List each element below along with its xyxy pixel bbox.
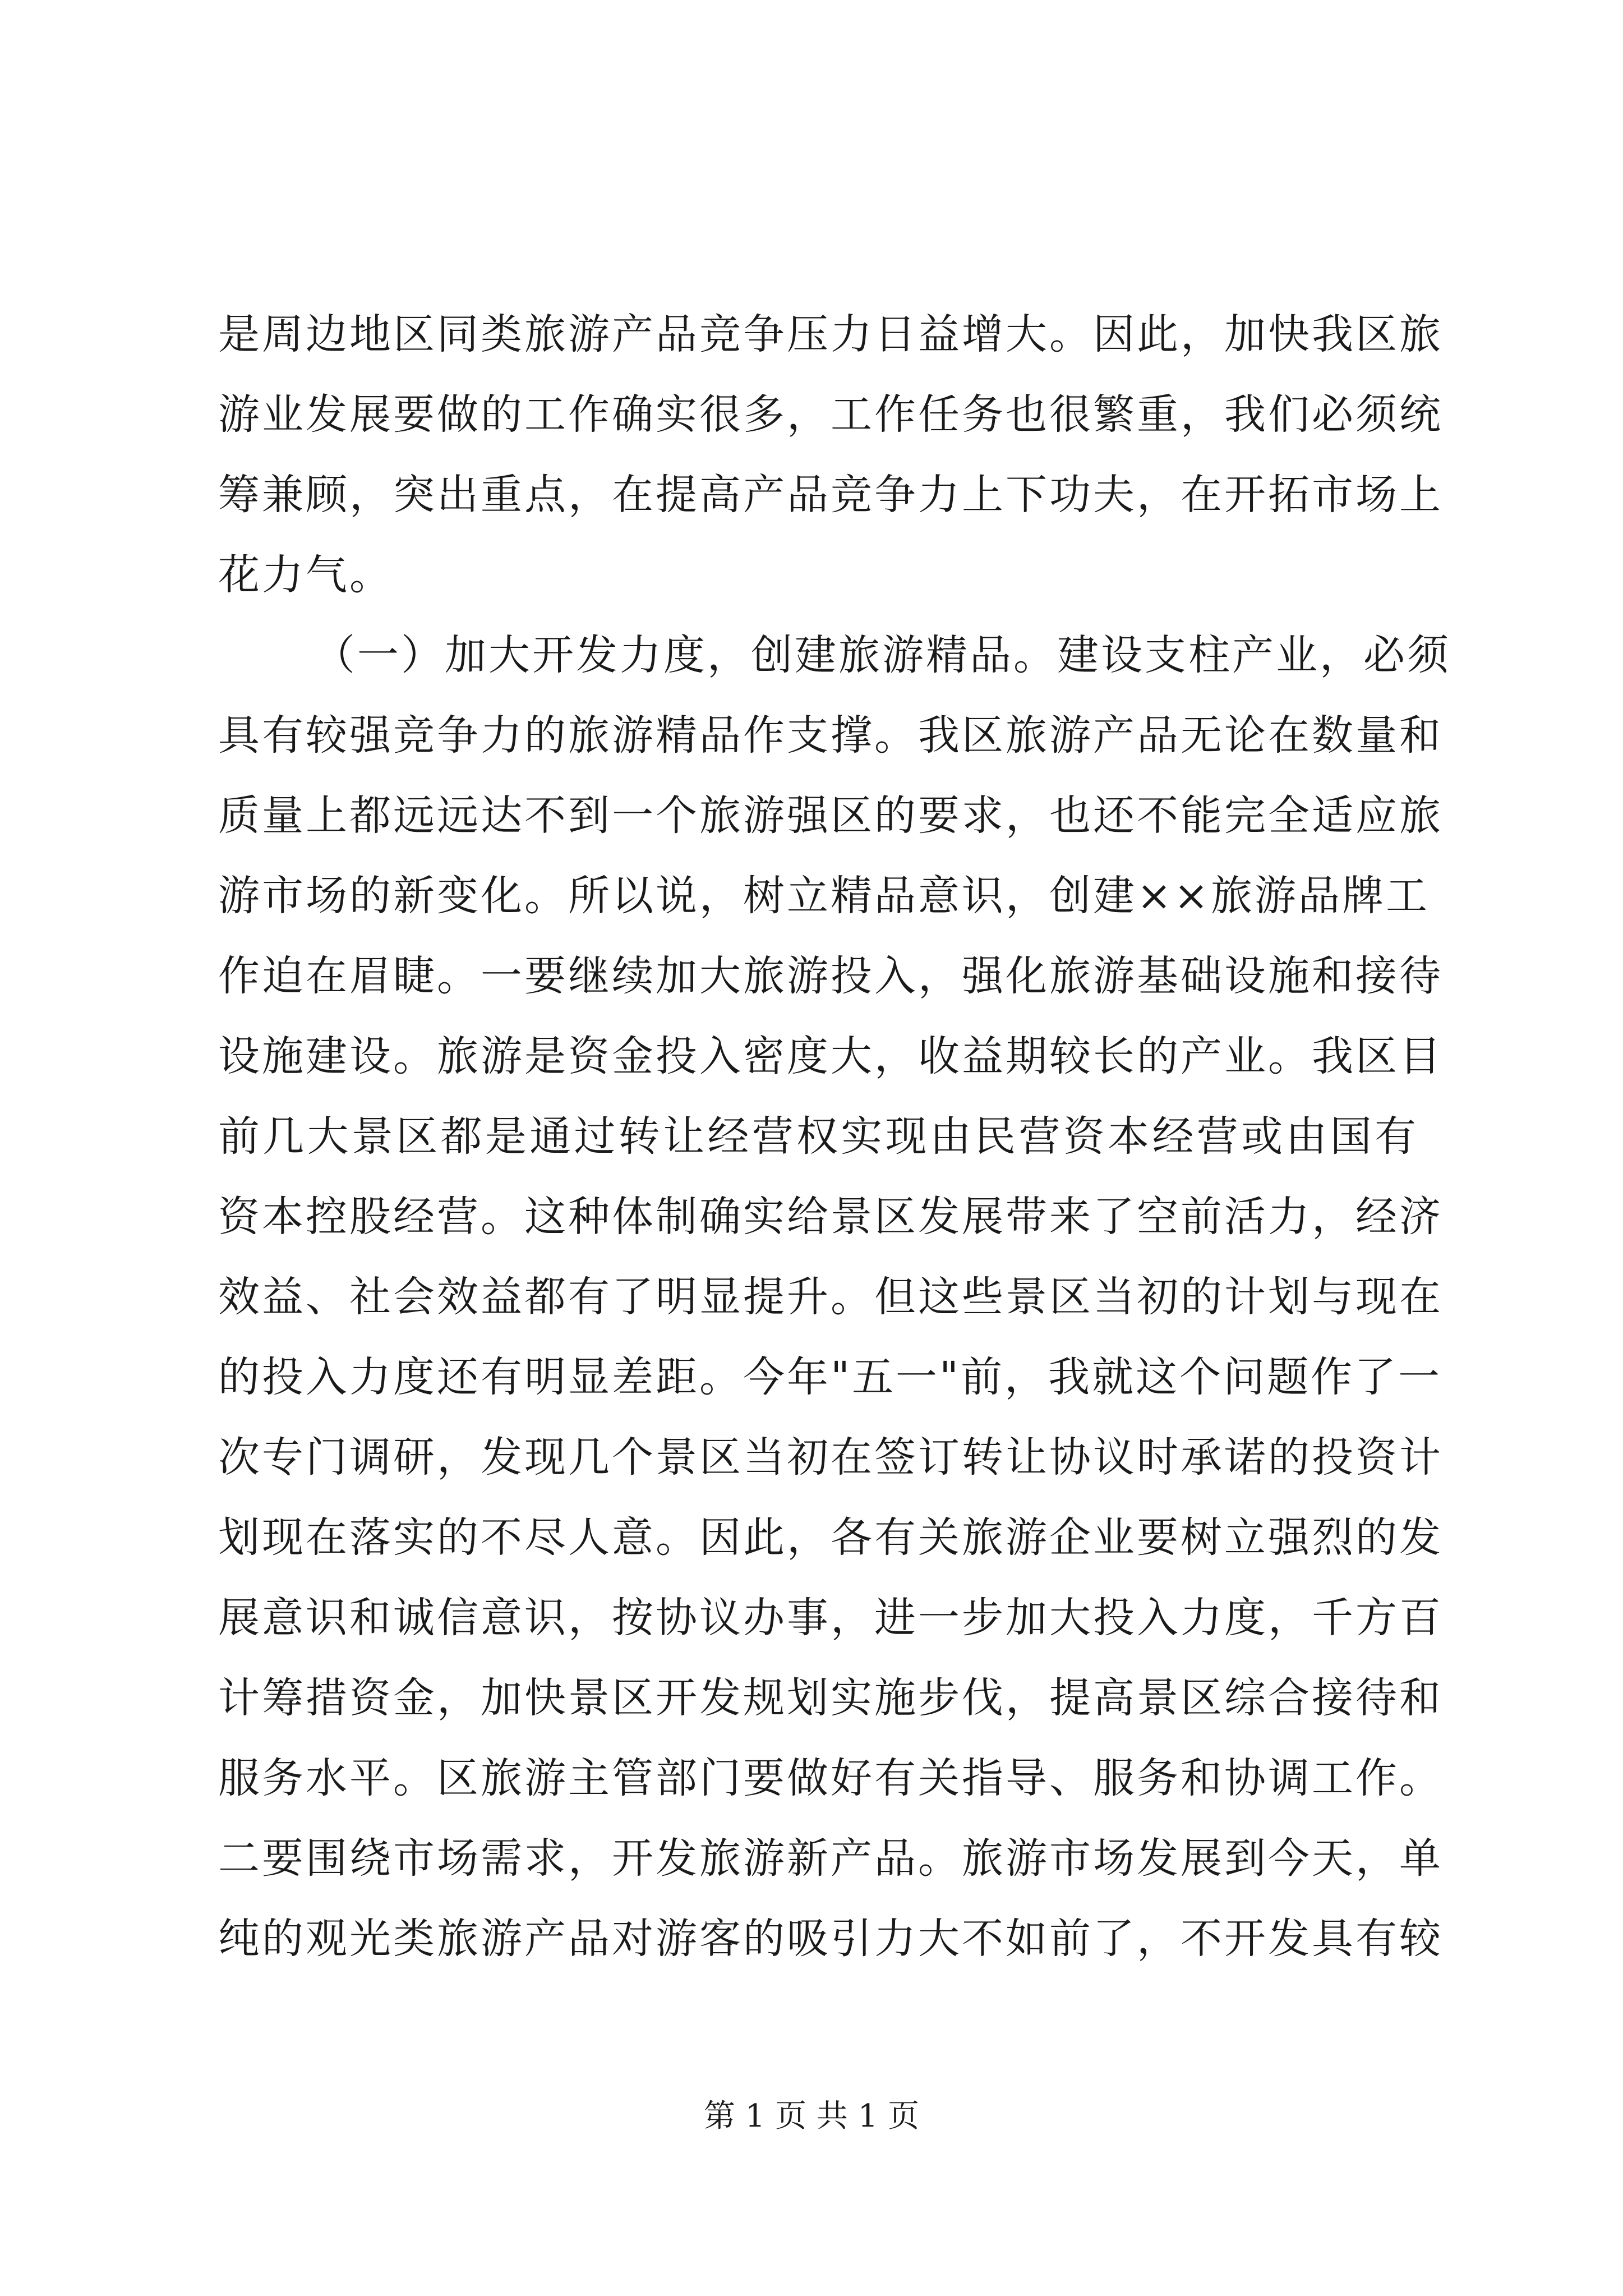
- text-line: 花力气。: [218, 551, 393, 599]
- text-line: 质量上都远远达不到一个旅游强区的要求，也还不能完全适应旅: [218, 792, 1443, 840]
- text-line: 的投入力度还有明显差距。今年"五一"前，我就这个问题作了一: [218, 1353, 1442, 1401]
- text-line: 游业发展要做的工作确实很多，工作任务也很繁重，我们必须统: [218, 390, 1443, 439]
- page-footer: [0, 2097, 1623, 2136]
- text-line: 二要围绕市场需求，开发旅游新产品。旅游市场发展到今天，单: [218, 1834, 1443, 1883]
- text-line: 展意识和诚信意识，按协议办事，进一步加大投入力度，千方百: [218, 1594, 1443, 1642]
- text-line: 次专门调研，发现几个景区当初在签订转让协议时承诺的投资计: [218, 1433, 1443, 1481]
- page-number: 第 1 页 共 1 页: [703, 2098, 920, 2134]
- text-line: 筹兼顾，突出重点，在提高产品竞争力上下功夫，在开拓市场上: [218, 471, 1443, 519]
- text-line: 效益、社会效益都有了明显提升。但这些景区当初的计划与现在: [218, 1273, 1443, 1321]
- body-text: [218, 295, 1451, 1979]
- text-line: 具有较强竞争力的旅游精品作支撑。我区旅游产品无论在数量和: [218, 711, 1443, 760]
- text-line: 服务水平。区旅游主管部门要做好有关指导、服务和协调工作。: [218, 1754, 1443, 1802]
- text-line: 是周边地区同类旅游产品竞争压力日益增大。因此，加快我区旅: [218, 310, 1443, 358]
- text-line: 游市场的新变化。所以说，树立精品意识，创建××旅游品牌工: [218, 872, 1430, 920]
- text-line: 纯的观光类旅游产品对游客的吸引力大不如前了，不开发具有较: [218, 1915, 1443, 1963]
- text-line: 前几大景区都是通过转让经营权实现由民营资本经营或由国有: [218, 1112, 1418, 1161]
- text-line: 资本控股经营。这种体制确实给景区发展带来了空前活力，经济: [218, 1193, 1443, 1241]
- text-line: 设施建设。旅游是资金投入密度大，收益期较长的产业。我区目: [218, 1032, 1443, 1080]
- text-line: 划现在落实的不尽人意。因此，各有关旅游企业要树立强烈的发: [218, 1513, 1443, 1562]
- text-line: 作迫在眉睫。一要继续加大旅游投入，强化旅游基础设施和接待: [218, 952, 1443, 1000]
- text-line: 计筹措资金，加快景区开发规划实施步伐，提高景区综合接待和: [218, 1674, 1443, 1722]
- paragraph-first-line: （一）加大开发力度，创建旅游精品。建设支柱产业，必须: [313, 631, 1451, 679]
